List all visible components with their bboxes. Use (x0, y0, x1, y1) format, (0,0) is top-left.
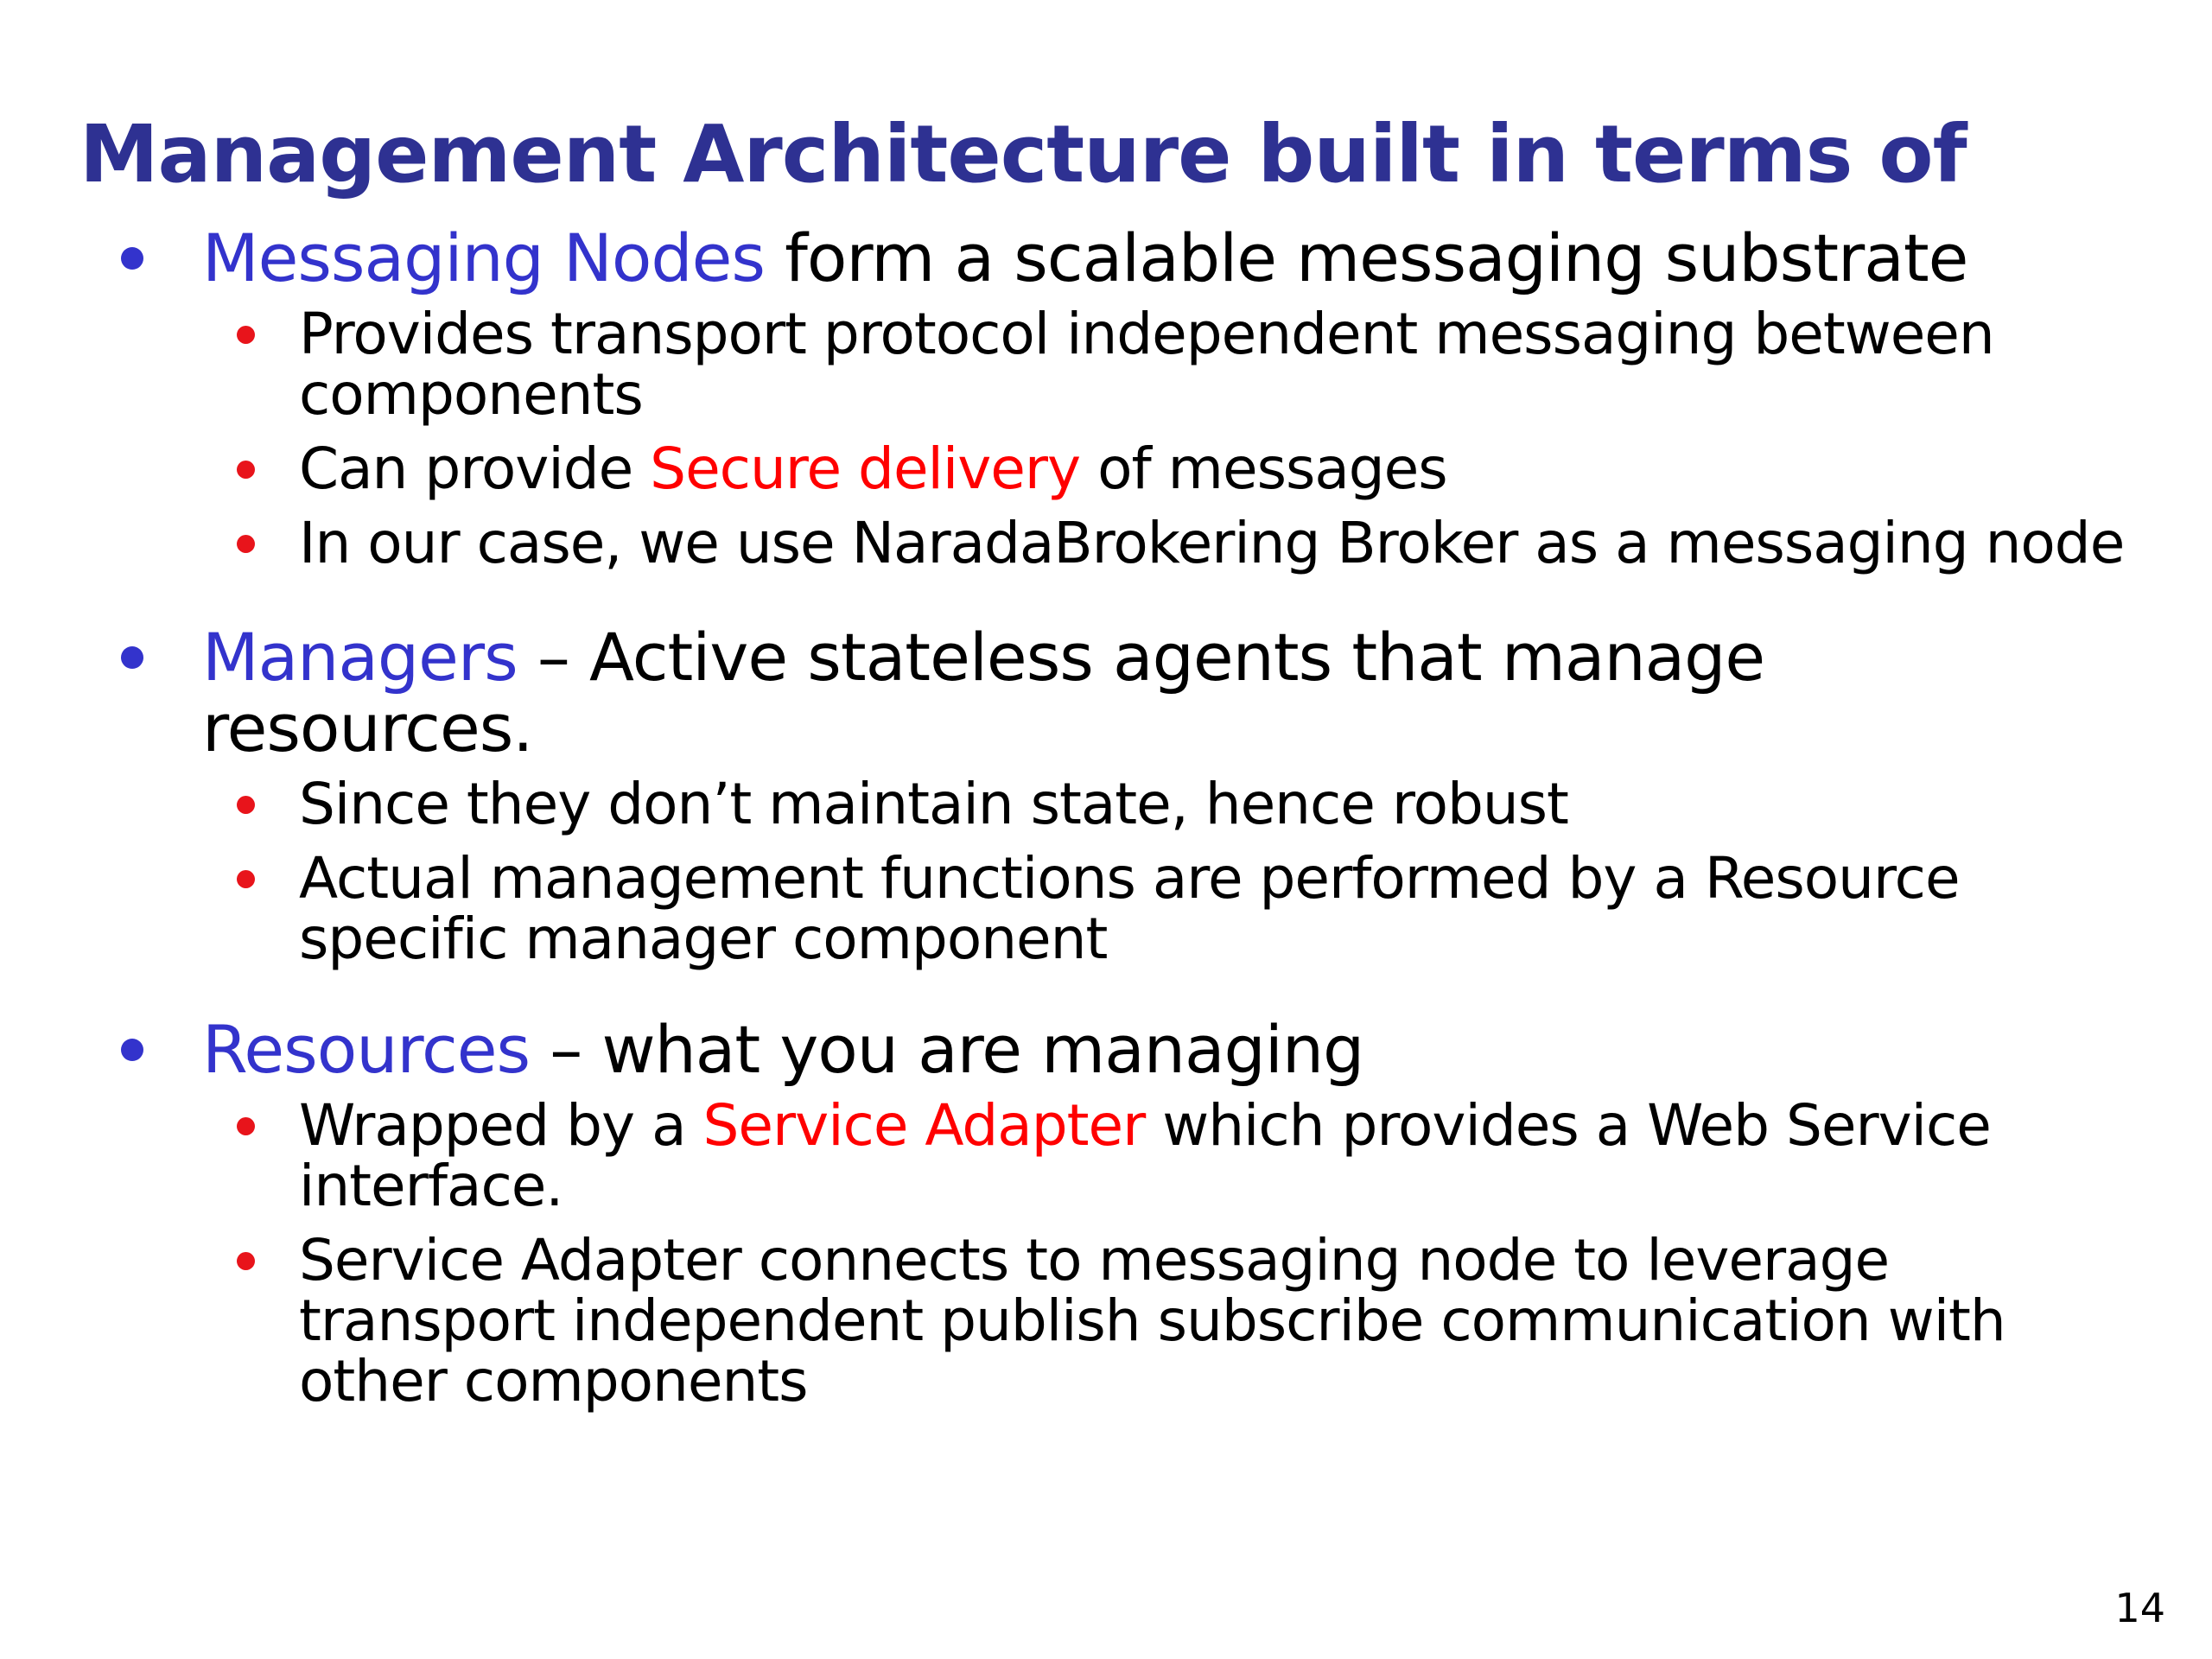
sub-bullet-icon (237, 1117, 255, 1135)
sub-bullet (299, 510, 2133, 576)
key-term: Managers (202, 619, 518, 696)
sub-bullet-text: Service Adapter connects to messaging node to leverage transport independent publish subscribe communication with other components (299, 1227, 2005, 1414)
sub-bullet-icon (237, 461, 255, 479)
bullet-managers (119, 619, 2133, 766)
key-term: Resources (202, 1011, 531, 1088)
bullet-text: – what you are managing (530, 1011, 1364, 1088)
bullet-messaging-nodes (119, 219, 2133, 296)
sub-bullet-icon (237, 1252, 255, 1270)
highlight-term: Service Adapter (702, 1092, 1146, 1159)
sub-bullet (299, 1092, 2133, 1219)
sub-bullet-text: In our case, we use NaradaBrokering Broker as a messaging node (299, 510, 2125, 576)
sub-bullet-icon (237, 796, 255, 814)
sub-bullet-icon (237, 870, 255, 888)
sub-bullet-text: Wrapped by a (299, 1092, 703, 1159)
sub-bullet-icon (237, 535, 255, 553)
sub-bullet-text: Actual management functions are performed by a Resource specific manager component (299, 845, 1960, 972)
sub-bullet (299, 1227, 2133, 1414)
bullet-icon (121, 247, 143, 270)
sub-bullet (299, 301, 2133, 428)
bullet-resources (119, 1011, 2133, 1088)
sub-bullet-text: Provides transport protocol independent messaging between components (299, 301, 1994, 428)
sub-bullet (299, 435, 2133, 502)
sub-bullet-text: Can provide (299, 435, 651, 502)
sub-bullet (299, 771, 2133, 837)
sub-bullet-text: Since they don’t maintain state, hence robust (299, 771, 1568, 837)
bullet-text: form a scalable messaging substrate (764, 219, 1968, 296)
sub-bullet-icon (237, 326, 255, 344)
sub-bullet-text: of messages (1080, 435, 1447, 502)
bullet-text: – Active stateless agents that manage resources. (202, 619, 1765, 766)
bullet-icon (121, 646, 143, 669)
highlight-term: Secure delivery (650, 435, 1081, 502)
bullet-icon (121, 1039, 143, 1061)
slide-title: Management Architecture built in terms of (79, 108, 1967, 200)
page-number: 14 (2114, 1585, 2165, 1631)
key-term: Messaging Nodes (202, 219, 765, 296)
sub-bullet (299, 845, 2133, 972)
slide-content (119, 219, 2133, 1414)
sub-bullet-text: which provides a Web Service interface. (299, 1092, 1991, 1219)
